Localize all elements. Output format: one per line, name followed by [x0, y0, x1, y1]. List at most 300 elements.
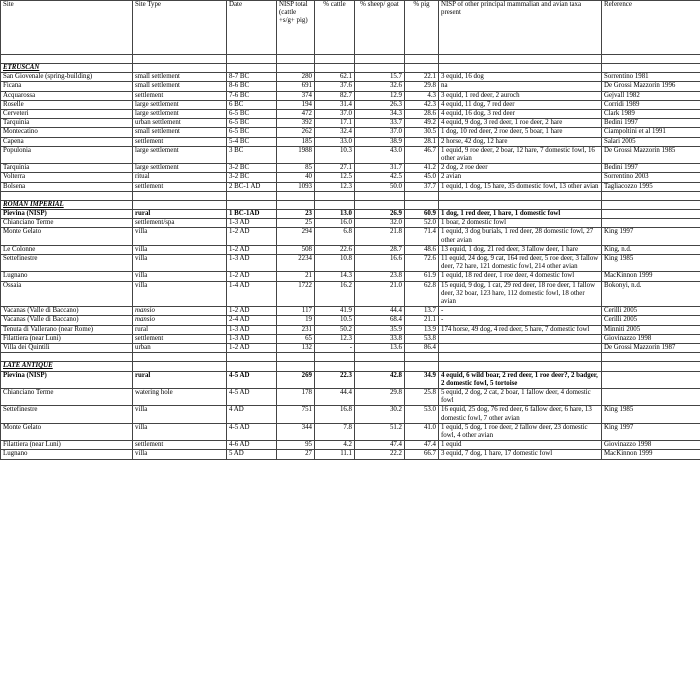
cell-type: villa [133, 406, 227, 423]
cell-pig: 62.8 [405, 281, 439, 307]
cell-type: large settlement [133, 164, 227, 173]
cell-taxa: 1 equid [439, 441, 602, 450]
cell-sheep: 15.7 [355, 73, 405, 82]
cell-ref: Ciampoltini et al 1991 [602, 128, 700, 137]
cell-type: rural [133, 325, 227, 334]
cell-site: Villa dei Quintili [1, 344, 133, 353]
cell-pig: 34.9 [405, 371, 439, 388]
cell-pig: 28.1 [405, 137, 439, 146]
cell-site: Cerveteri [1, 110, 133, 119]
cell-type: watering hole [133, 388, 227, 405]
cell-cattle: 44.4 [315, 388, 355, 405]
cell-site: Tenuta di Vallerano (near Rome) [1, 325, 133, 334]
cell-date: 3-2 BC [227, 173, 277, 182]
cell-taxa: 1 dog, 1 red deer, 1 hare, 1 domestic fowl [439, 210, 602, 219]
cell-taxa [439, 334, 602, 343]
cell-date: 1-2 AD [227, 344, 277, 353]
cell-type: villa [133, 450, 227, 459]
cell-nisp: 19 [277, 316, 315, 325]
cell-nisp: 25 [277, 219, 315, 228]
table-body [1, 55, 700, 460]
cell-ref: Minniti 2005 [602, 325, 700, 334]
cell-ref: Bedini 1997 [602, 119, 700, 128]
table-row [1, 450, 700, 459]
cell-nisp: 1093 [277, 182, 315, 191]
cell-date: 1-3 AD [227, 255, 277, 272]
cell-site: Filattiera (near Luni) [1, 334, 133, 343]
cell-date: 1-2 AD [227, 245, 277, 254]
cell-cattle: 4.2 [315, 441, 355, 450]
cell-pig: 47.4 [405, 441, 439, 450]
cell-sheep: 21.8 [355, 228, 405, 245]
cell-date: 4-6 AD [227, 441, 277, 450]
col-header-sheep: % sheep/ goat [355, 1, 405, 55]
cell-pig: 13.9 [405, 325, 439, 334]
cell-nisp: 374 [277, 91, 315, 100]
cell-nisp: 294 [277, 228, 315, 245]
col-header-type: Site Type [133, 1, 227, 55]
cell-nisp: 508 [277, 245, 315, 254]
cell-taxa: 2 dog, 2 roe deer [439, 164, 602, 173]
cell-nisp: 117 [277, 307, 315, 316]
cell-cattle: 31.4 [315, 100, 355, 109]
cell-type: settlement [133, 137, 227, 146]
cell-sheep: 23.8 [355, 272, 405, 281]
cell-type: mansio [133, 307, 227, 316]
table-row [1, 91, 700, 100]
cell-taxa: 4 equid, 11 dog, 7 red deer [439, 100, 602, 109]
cell-sheep: 47.4 [355, 441, 405, 450]
cell-taxa: 2 avian [439, 173, 602, 182]
table-row [1, 423, 700, 440]
cell-taxa: 1 equid, 3 dog burials, 1 red deer, 28 domestic fowl, 27 other avian [439, 228, 602, 245]
cell-pig: 52.0 [405, 219, 439, 228]
cell-nisp: 27 [277, 450, 315, 459]
cell-taxa: 174 horse, 49 dog, 4 red deer, 5 hare, 7 domestic fowl [439, 325, 602, 334]
cell-taxa: na [439, 82, 602, 91]
cell-nisp: 40 [277, 173, 315, 182]
cell-nisp: 751 [277, 406, 315, 423]
cell-nisp: 392 [277, 119, 315, 128]
cell-date: 1-2 AD [227, 307, 277, 316]
cell-cattle: 62.1 [315, 73, 355, 82]
cell-pig: 61.9 [405, 272, 439, 281]
table-row [1, 228, 700, 245]
cell-ref: Sorrentino 1981 [602, 73, 700, 82]
table-row [1, 316, 700, 325]
table-row [1, 100, 700, 109]
cell-pig: 60.9 [405, 210, 439, 219]
cell-type: settlement/spa [133, 219, 227, 228]
cell-sheep: 12.9 [355, 91, 405, 100]
cell-site: Monte Gelato [1, 228, 133, 245]
spacer-row [1, 55, 700, 64]
cell-site: Vacanas (Valle di Baccano) [1, 316, 133, 325]
section-title: LATE ANTIQUE [1, 362, 133, 371]
cell-pig: 86.4 [405, 344, 439, 353]
cell-pig: 41.2 [405, 164, 439, 173]
section-title: ETRUSCAN [1, 64, 133, 73]
cell-site: Settefinestre [1, 255, 133, 272]
cell-taxa: 1 equid, 9 roe deer, 2 boar, 12 hare, 7 domestic fowl, 16 other avian [439, 146, 602, 163]
cell-sheep: 31.7 [355, 164, 405, 173]
cell-cattle: 12.3 [315, 334, 355, 343]
cell-cattle: 50.2 [315, 325, 355, 334]
cell-cattle: 6.8 [315, 228, 355, 245]
cell-pig: 4.3 [405, 91, 439, 100]
table-row [1, 371, 700, 388]
cell-sheep: 33.8 [355, 334, 405, 343]
cell-ref: King, n.d. [602, 245, 700, 254]
cell-site: Capena [1, 137, 133, 146]
cell-taxa: 4 equid, 16 dog, 3 red deer [439, 110, 602, 119]
cell-sheep: 44.4 [355, 307, 405, 316]
cell-sheep: 42.8 [355, 371, 405, 388]
cell-sheep: 32.6 [355, 82, 405, 91]
cell-sheep: 32.0 [355, 219, 405, 228]
cell-site: Filattiera (near Luni) [1, 441, 133, 450]
cell-type: ritual [133, 173, 227, 182]
cell-date: 4-5 AD [227, 388, 277, 405]
cell-cattle: 10.8 [315, 255, 355, 272]
cell-taxa: 1 equid, 1 dog, 15 hare, 35 domestic fowl, 13 other avian [439, 182, 602, 191]
cell-sheep: 68.4 [355, 316, 405, 325]
cell-ref: Bokonyi, n.d. [602, 281, 700, 307]
cell-site: Volterra [1, 173, 133, 182]
col-header-cattle: % cattle [315, 1, 355, 55]
table-row [1, 119, 700, 128]
cell-type: large settlement [133, 110, 227, 119]
cell-site: Montecatino [1, 128, 133, 137]
cell-cattle: 11.1 [315, 450, 355, 459]
cell-type: villa [133, 245, 227, 254]
cell-nisp: 65 [277, 334, 315, 343]
cell-cattle: 10.5 [315, 316, 355, 325]
cell-ref: De Grossi Mazzorin 1985 [602, 146, 700, 163]
table-row [1, 73, 700, 82]
cell-type: rural [133, 210, 227, 219]
cell-pig: 22.1 [405, 73, 439, 82]
cell-sheep: 38.9 [355, 137, 405, 146]
cell-site: Lugnano [1, 272, 133, 281]
cell-type: large settlement [133, 100, 227, 109]
cell-type: small settlement [133, 128, 227, 137]
cell-pig: 45.0 [405, 173, 439, 182]
cell-ref [602, 219, 700, 228]
col-header-date: Date [227, 1, 277, 55]
cell-pig: 53.8 [405, 334, 439, 343]
cell-nisp: 472 [277, 110, 315, 119]
cell-sheep: 26.9 [355, 210, 405, 219]
cell-nisp: 2234 [277, 255, 315, 272]
cell-date: 8-6 BC [227, 82, 277, 91]
cell-date: 2 BC-1 AD [227, 182, 277, 191]
cell-date: 1 BC-1AD [227, 210, 277, 219]
cell-site: Chianciano Terme [1, 219, 133, 228]
table-row [1, 219, 700, 228]
cell-sheep: 28.7 [355, 245, 405, 254]
cell-date: 5-4 BC [227, 137, 277, 146]
cell-nisp: 21 [277, 272, 315, 281]
table-row [1, 137, 700, 146]
cell-site: San Giovenale (spring-building) [1, 73, 133, 82]
cell-cattle: 33.0 [315, 137, 355, 146]
table-row [1, 272, 700, 281]
cell-site: Roselle [1, 100, 133, 109]
table-row [1, 388, 700, 405]
cell-sheep: 33.7 [355, 119, 405, 128]
cell-ref: Giovinazzo 1998 [602, 441, 700, 450]
cell-sheep: 29.8 [355, 388, 405, 405]
table-row [1, 128, 700, 137]
cell-pig: 29.8 [405, 82, 439, 91]
cell-type: settlement [133, 334, 227, 343]
cell-taxa: 1 equid, 5 dog, 1 roe deer, 2 fallow deer, 23 domestic fowl, 4 other avian [439, 423, 602, 440]
cell-taxa: 1 boar, 2 domestic fowl [439, 219, 602, 228]
cell-taxa: 15 equid, 9 dog, 1 cat, 29 red deer, 18 roe deer, 1 fallow deer, 32 boar, 123 hare, 112 domestic fowl, 18 other avian [439, 281, 602, 307]
cell-pig: 37.7 [405, 182, 439, 191]
cell-ref: Gejvall 1982 [602, 91, 700, 100]
cell-cattle: 17.1 [315, 119, 355, 128]
cell-cattle: 22.3 [315, 371, 355, 388]
cell-date: 1-3 AD [227, 334, 277, 343]
cell-taxa: - [439, 307, 602, 316]
cell-site: Pievina (NISP) [1, 371, 133, 388]
cell-nisp: 95 [277, 441, 315, 450]
cell-nisp: 85 [277, 164, 315, 173]
cell-cattle: - [315, 344, 355, 353]
spacer-row [1, 191, 700, 200]
table-row [1, 110, 700, 119]
cell-sheep: 30.2 [355, 406, 405, 423]
cell-cattle: 16.2 [315, 281, 355, 307]
cell-date: 5 AD [227, 450, 277, 459]
cell-date: 1-2 AD [227, 272, 277, 281]
cell-date: 3 BC [227, 146, 277, 163]
cell-ref: Sorrentino 2003 [602, 173, 700, 182]
cell-pig: 53.0 [405, 406, 439, 423]
table-row [1, 173, 700, 182]
cell-site: Tarquinia [1, 164, 133, 173]
cell-cattle: 14.3 [315, 272, 355, 281]
cell-taxa: 3 equid, 1 red deer, 2 auroch [439, 91, 602, 100]
cell-sheep: 37.0 [355, 128, 405, 137]
cell-nisp: 262 [277, 128, 315, 137]
table-row [1, 281, 700, 307]
cell-date: 6 BC [227, 100, 277, 109]
cell-pig: 13.7 [405, 307, 439, 316]
cell-cattle: 41.9 [315, 307, 355, 316]
section-row [1, 64, 700, 73]
cell-date: 2-4 AD [227, 316, 277, 325]
cell-sheep: 42.5 [355, 173, 405, 182]
col-header-reference: Reference [602, 1, 700, 55]
cell-site: Acquarossa [1, 91, 133, 100]
cell-site: Bolsena [1, 182, 133, 191]
cell-sheep: 26.3 [355, 100, 405, 109]
table-row [1, 146, 700, 163]
cell-type: small settlement [133, 73, 227, 82]
cell-ref: MacKinnon 1999 [602, 450, 700, 459]
cell-nisp: 1988 [277, 146, 315, 163]
table-row [1, 255, 700, 272]
spacer-row [1, 353, 700, 362]
cell-date: 6-5 BC [227, 119, 277, 128]
cell-cattle: 12.5 [315, 173, 355, 182]
header-row [1, 1, 700, 55]
cell-cattle: 27.1 [315, 164, 355, 173]
table-row [1, 325, 700, 334]
cell-taxa: 1 equid, 18 red deer, 1 roe deer, 4 domestic fowl [439, 272, 602, 281]
cell-site: Ossaia [1, 281, 133, 307]
cell-site: Ficana [1, 82, 133, 91]
cell-type: villa [133, 228, 227, 245]
cell-sheep: 43.0 [355, 146, 405, 163]
cell-ref [602, 210, 700, 219]
table-row [1, 406, 700, 423]
cell-cattle: 37.6 [315, 82, 355, 91]
cell-pig: 46.7 [405, 146, 439, 163]
cell-pig: 25.8 [405, 388, 439, 405]
cell-pig: 41.0 [405, 423, 439, 440]
cell-type: villa [133, 255, 227, 272]
cell-sheep: 50.0 [355, 182, 405, 191]
table-row [1, 182, 700, 191]
cell-ref: King 1985 [602, 406, 700, 423]
table-row [1, 334, 700, 343]
cell-date: 4-5 AD [227, 423, 277, 440]
cell-date: 4 AD [227, 406, 277, 423]
cell-ref: Corridi 1989 [602, 100, 700, 109]
cell-site: Settefinestre [1, 406, 133, 423]
cell-ref: Tagliacozzo 1995 [602, 182, 700, 191]
cell-date: 6-5 BC [227, 110, 277, 119]
col-header-pig: % pig [405, 1, 439, 55]
cell-date: 4-5 AD [227, 371, 277, 388]
table-row [1, 344, 700, 353]
cell-cattle: 32.4 [315, 128, 355, 137]
cell-site: Populonia [1, 146, 133, 163]
cell-site: Vacanas (Valle di Baccano) [1, 307, 133, 316]
cell-sheep: 35.9 [355, 325, 405, 334]
cell-type: urban settlement [133, 119, 227, 128]
cell-ref: Cerilli 2005 [602, 307, 700, 316]
col-header-site: Site [1, 1, 133, 55]
cell-date: 7-6 BC [227, 91, 277, 100]
cell-sheep: 34.3 [355, 110, 405, 119]
cell-site: Lugnano [1, 450, 133, 459]
cell-taxa [439, 344, 602, 353]
cell-taxa: 2 horse, 42 dog, 12 hare [439, 137, 602, 146]
cell-ref: Salari 2005 [602, 137, 700, 146]
cell-cattle: 16.0 [315, 219, 355, 228]
cell-nisp: 23 [277, 210, 315, 219]
cell-type: rural [133, 371, 227, 388]
cell-sheep: 16.6 [355, 255, 405, 272]
table-row [1, 245, 700, 254]
cell-pig: 49.2 [405, 119, 439, 128]
cell-pig: 21.1 [405, 316, 439, 325]
cell-ref: King 1985 [602, 255, 700, 272]
cell-site: Le Colonne [1, 245, 133, 254]
cell-cattle: 7.8 [315, 423, 355, 440]
cell-nisp: 1722 [277, 281, 315, 307]
section-row [1, 362, 700, 371]
table-row [1, 441, 700, 450]
cell-taxa: 1 dog, 10 red deer, 2 roe deer, 5 boar, 1 hare [439, 128, 602, 137]
cell-ref: King 1997 [602, 423, 700, 440]
cell-taxa: 13 equid, 1 dog, 21 red deer, 3 fallow deer, 1 hare [439, 245, 602, 254]
cell-pig: 71.4 [405, 228, 439, 245]
cell-type: settlement [133, 91, 227, 100]
cell-nisp: 269 [277, 371, 315, 388]
cell-ref [602, 371, 700, 388]
table-row [1, 164, 700, 173]
section-row [1, 200, 700, 209]
cell-pig: 48.6 [405, 245, 439, 254]
cell-ref: Cerilli 2005 [602, 316, 700, 325]
section-title: ROMAN IMPERIAL [1, 200, 133, 209]
cell-site: Monte Gelato [1, 423, 133, 440]
col-header-nisp: NISP total (cattle +s/g+ pig) [277, 1, 315, 55]
cell-pig: 66.7 [405, 450, 439, 459]
table-row [1, 307, 700, 316]
cell-date: 1-4 AD [227, 281, 277, 307]
cell-type: villa [133, 281, 227, 307]
cell-type: settlement [133, 441, 227, 450]
cell-nisp: 185 [277, 137, 315, 146]
cell-taxa: - [439, 316, 602, 325]
cell-ref: MacKinnon 1999 [602, 272, 700, 281]
cell-pig: 42.3 [405, 100, 439, 109]
cell-sheep: 22.2 [355, 450, 405, 459]
cell-cattle: 10.3 [315, 146, 355, 163]
cell-cattle: 16.8 [315, 406, 355, 423]
cell-ref: De Grossi Mazzorin 1996 [602, 82, 700, 91]
cell-date: 1-3 AD [227, 325, 277, 334]
cell-nisp: 280 [277, 73, 315, 82]
cell-taxa: 16 equid, 25 dog, 76 red deer, 6 fallow deer, 6 hare, 13 domestic fowl, 7 other avian [439, 406, 602, 423]
cell-type: large settlement [133, 146, 227, 163]
cell-date: 1-3 AD [227, 219, 277, 228]
cell-sheep: 51.2 [355, 423, 405, 440]
cell-type: villa [133, 423, 227, 440]
cell-cattle: 12.3 [315, 182, 355, 191]
cell-cattle: 82.7 [315, 91, 355, 100]
cell-date: 3-2 BC [227, 164, 277, 173]
cell-nisp: 231 [277, 325, 315, 334]
cell-pig: 72.6 [405, 255, 439, 272]
cell-site: Chianciano Terme [1, 388, 133, 405]
cell-nisp: 344 [277, 423, 315, 440]
table-row [1, 82, 700, 91]
cell-date: 6-5 BC [227, 128, 277, 137]
cell-taxa: 11 equid, 24 dog, 9 cat, 164 red deer, 5 roe deer, 3 fallow deer, 72 hare, 121 domestic fowl, 214 other avian [439, 255, 602, 272]
cell-taxa: 3 equid, 7 dog, 1 hare, 17 domestic fowl [439, 450, 602, 459]
cell-cattle: 13.0 [315, 210, 355, 219]
cell-ref: King 1997 [602, 228, 700, 245]
cell-pig: 30.5 [405, 128, 439, 137]
cell-nisp: 132 [277, 344, 315, 353]
cell-ref: De Grossi Mazzorin 1987 [602, 344, 700, 353]
cell-taxa: 5 equid, 2 dog, 2 cat, 2 boar, 1 fallow deer, 4 domestic fowl [439, 388, 602, 405]
cell-site: Tarquinia [1, 119, 133, 128]
cell-type: settlement [133, 182, 227, 191]
cell-nisp: 194 [277, 100, 315, 109]
table-row [1, 210, 700, 219]
cell-ref: Bedini 1997 [602, 164, 700, 173]
cell-ref: Giovinazzo 1998 [602, 334, 700, 343]
